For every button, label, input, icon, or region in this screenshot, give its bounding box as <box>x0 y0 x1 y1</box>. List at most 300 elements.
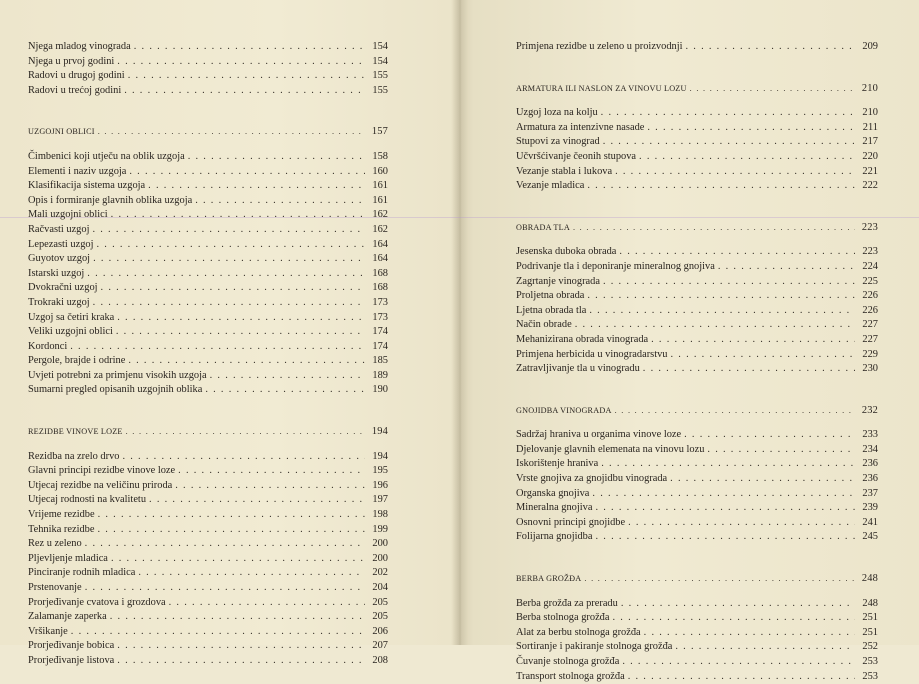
toc-entry <box>516 245 878 260</box>
dot-leader <box>644 626 855 641</box>
toc-entry <box>28 84 388 99</box>
dot-leader <box>601 106 855 121</box>
dot-leader <box>671 348 856 363</box>
dot-leader <box>122 450 365 465</box>
toc-entry <box>28 194 388 209</box>
toc-entry <box>28 281 388 296</box>
dot-leader <box>138 566 365 581</box>
toc-entry <box>516 135 878 150</box>
toc-entry <box>516 611 878 626</box>
page-number: 239 <box>862 502 878 514</box>
toc-section-heading <box>28 125 388 140</box>
page-number: 237 <box>862 487 878 499</box>
toc-entry <box>28 610 388 625</box>
dot-leader <box>178 464 365 479</box>
toc-entry <box>28 581 388 596</box>
page-number: 227 <box>862 319 878 331</box>
entry-title: Trokraki uzgoj <box>28 296 90 308</box>
dot-leader <box>628 670 855 684</box>
page-number: 195 <box>372 465 388 477</box>
entry-title: Iskorištenje hraniva <box>516 458 599 470</box>
right-section-gnojidba <box>516 404 878 419</box>
dot-leader <box>628 516 855 531</box>
page-number: 157 <box>371 126 388 138</box>
page-number: 208 <box>372 654 388 666</box>
entry-title: Veliki uzgojni oblici <box>28 326 113 338</box>
right-section-armatura <box>516 82 878 97</box>
toc-section-heading <box>516 82 878 97</box>
dot-leader <box>134 40 365 55</box>
toc-entry <box>28 296 388 311</box>
dot-leader <box>595 501 855 516</box>
toc-entry <box>28 69 388 84</box>
toc-entry <box>516 640 878 655</box>
toc-entry <box>28 479 388 494</box>
entry-title: Mehanizirana obrada vinograda <box>516 333 649 345</box>
page-number: 232 <box>861 404 878 416</box>
toc-entry <box>28 208 388 223</box>
entry-title: Utjecaj rodnosti na kvalitetu <box>28 494 147 506</box>
toc-entry <box>28 464 388 479</box>
page-number: 253 <box>862 656 878 667</box>
toc-entry <box>28 508 388 523</box>
page-number: 226 <box>862 304 878 316</box>
entry-title: Jesenska duboka obrada <box>516 246 617 258</box>
dot-leader <box>670 472 855 487</box>
dot-leader <box>148 179 365 194</box>
page-number: 248 <box>861 573 878 585</box>
dot-leader <box>188 150 365 165</box>
page-number: 155 <box>372 84 388 96</box>
entry-title: Primjena rezidbe u zeleno u proizvodnji <box>516 41 683 52</box>
page-number: 194 <box>371 426 388 438</box>
toc-entry <box>516 516 878 531</box>
page-number: 209 <box>862 41 878 52</box>
dot-leader <box>85 581 365 596</box>
page-number: 245 <box>862 531 878 543</box>
toc-entry <box>516 333 878 348</box>
page-number: 248 <box>862 597 878 609</box>
page-number: 168 <box>372 267 388 279</box>
entry-title: Rezidba na zrelo drvo <box>28 450 120 462</box>
toc-entry <box>516 457 878 472</box>
entry-title: Njega mladog vinograda <box>28 41 131 52</box>
dot-leader <box>601 457 855 472</box>
toc-entry <box>28 523 388 538</box>
toc-entry <box>28 369 388 384</box>
left-block2 <box>28 150 388 398</box>
entry-title: Čimbenici koji utječu na oblik uzgoja <box>28 150 185 162</box>
dot-leader <box>111 208 365 223</box>
page-number: 223 <box>862 246 878 258</box>
page-number: 211 <box>862 121 878 133</box>
right-page <box>460 0 919 682</box>
toc-entry <box>28 252 388 267</box>
entry-title: Ljetna obrada tla <box>516 304 587 316</box>
page-number: 233 <box>862 429 878 441</box>
toc-entry <box>516 40 878 55</box>
right-block1 <box>516 40 878 55</box>
entry-title: Klasifikacija sistema uzgoja <box>28 180 146 192</box>
page-number: 225 <box>862 275 878 287</box>
page-number: 205 <box>372 596 388 608</box>
toc-entry <box>516 260 878 275</box>
entry-title: Prorjeđivanje cvatova i grozdova <box>28 596 166 608</box>
toc-entry <box>516 106 878 121</box>
entry-title: Istarski uzgoj <box>28 267 85 279</box>
page-number: 199 <box>372 523 388 535</box>
entry-title: Armatura za intenzivne nasade <box>516 121 645 133</box>
dot-leader <box>584 572 855 587</box>
page-number: 224 <box>862 260 878 272</box>
page-number: 236 <box>862 473 878 485</box>
dot-leader <box>93 296 365 311</box>
toc-entry <box>28 311 388 326</box>
page-number: 236 <box>862 458 878 470</box>
dot-leader <box>615 165 855 180</box>
dot-leader <box>621 597 855 612</box>
entry-title: Prstenovanje <box>28 582 82 593</box>
toc-entry <box>28 340 388 355</box>
entry-title: Radovi u trećoj godini <box>28 84 122 96</box>
toc-entry <box>28 354 388 369</box>
right-section-obrada-tla <box>516 221 878 236</box>
dot-leader <box>643 362 855 377</box>
entry-title: Kordonci <box>28 340 68 352</box>
dot-leader <box>101 281 365 296</box>
dot-leader <box>87 267 365 282</box>
dot-leader <box>116 325 365 340</box>
toc-section-heading <box>516 221 878 236</box>
entry-title: Zalamanje zaperka <box>28 611 107 623</box>
toc-entry <box>516 472 878 487</box>
dot-leader <box>126 425 365 440</box>
page-number: 160 <box>372 165 388 177</box>
page-number: 252 <box>862 641 878 653</box>
toc-entry <box>516 289 878 304</box>
page-number: 234 <box>862 443 878 455</box>
toc-entry <box>516 670 878 684</box>
dot-leader <box>149 493 365 508</box>
dot-leader <box>71 625 365 640</box>
entry-title: Radovi u drugoj godini <box>28 70 125 82</box>
dot-leader <box>111 552 365 567</box>
entry-title: Vezanje stabla i lukova <box>516 165 613 177</box>
entry-title: Način obrade <box>516 319 572 331</box>
entry-title: Tehnika rezidbe <box>28 523 95 535</box>
entry-title: Osnovni principi gnojidbe <box>516 516 626 528</box>
dot-leader <box>70 340 365 355</box>
page-number: 202 <box>372 567 388 579</box>
dot-leader <box>124 84 365 99</box>
entry-title: Uvjeti potrebni za primjenu visokih uzgoja <box>28 369 207 381</box>
page-number: 227 <box>862 333 878 345</box>
toc-entry <box>28 596 388 611</box>
entry-title: Opis i formiranje glavnih oblika uzgoja <box>28 194 193 206</box>
dot-leader <box>603 135 855 150</box>
dot-leader <box>587 179 855 194</box>
dot-leader <box>619 245 855 260</box>
toc-entry <box>28 223 388 238</box>
left-block3 <box>28 450 388 669</box>
toc-entry <box>516 304 878 319</box>
dot-leader <box>205 383 365 398</box>
dot-leader <box>639 150 855 165</box>
toc-entry <box>516 179 878 194</box>
entry-title: Uzgoj loza na kolju <box>516 107 598 119</box>
page-number: 164 <box>372 253 388 265</box>
page-number: 210 <box>861 82 878 94</box>
entry-title: Djelovanje glavnih elemenata na vinovu lozu <box>516 443 705 455</box>
left-section-rezidbe <box>28 425 388 440</box>
entry-title: Lepezasti uzgoj <box>28 238 94 250</box>
dot-leader <box>615 404 855 419</box>
entry-title: Račvasti uzgoj <box>28 223 90 235</box>
toc-entry <box>28 625 388 640</box>
toc-entry <box>28 150 388 165</box>
entry-title: Njega u prvoj godini <box>28 55 115 67</box>
page-number: 220 <box>862 150 878 162</box>
dot-leader <box>92 223 365 238</box>
entry-title: Dvokračni uzgoj <box>28 282 98 294</box>
toc-entry <box>516 348 878 363</box>
page-number: 221 <box>862 165 878 177</box>
dot-leader <box>117 311 365 326</box>
entry-title: Učvršćivanje čeonih stupova <box>516 150 637 162</box>
dot-leader <box>169 596 365 611</box>
page-number: 217 <box>862 136 878 148</box>
toc-entry <box>516 165 878 180</box>
toc-entry <box>28 493 388 508</box>
entry-title: Glavni principi rezidbe vinove loze <box>28 465 176 477</box>
toc-entry <box>516 530 878 545</box>
dot-leader <box>675 640 855 655</box>
dot-leader <box>117 654 365 669</box>
entry-title: Utjecaj rezidbe na veličinu priroda <box>28 479 173 491</box>
entry-title: Vršikanje <box>28 625 68 637</box>
section-title: GNOJIDBA VINOGRADA <box>516 405 612 415</box>
dot-leader <box>718 260 855 275</box>
entry-title: Rez u zeleno <box>28 538 82 550</box>
page-number: 230 <box>862 363 878 375</box>
entry-title: Uzgoj sa četiri kraka <box>28 311 115 323</box>
page-number: 200 <box>372 538 388 550</box>
dot-leader <box>647 121 855 136</box>
entry-title: Prorjeđivanje listova <box>28 654 115 666</box>
toc-entry <box>516 428 878 443</box>
dot-leader <box>195 194 365 209</box>
dot-leader <box>707 443 855 458</box>
section-title: ARMATURA ILI NASLON ZA VINOVU LOZU <box>516 83 687 93</box>
toc-entry <box>28 537 388 552</box>
toc-section-heading <box>28 425 388 440</box>
page-number: 241 <box>862 516 878 528</box>
right-block3 <box>516 245 878 376</box>
entry-title: Zagrtanje vinograda <box>516 275 600 287</box>
dot-leader <box>175 479 365 494</box>
entry-title: Vezanje mladica <box>516 180 585 192</box>
toc-entry <box>516 626 878 641</box>
page-number: 229 <box>862 348 878 360</box>
entry-title: Podrivanje tla i deponiranje mineralnog gnojiva <box>516 260 715 272</box>
dot-leader <box>587 289 855 304</box>
dot-leader <box>589 304 855 319</box>
section-title: REZIDBE VINOVE LOZE <box>28 427 123 437</box>
page-number: 253 <box>862 670 878 682</box>
page-number: 154 <box>372 41 388 52</box>
toc-entry <box>28 552 388 567</box>
entry-title: Berba stolnoga grožđa <box>516 612 610 624</box>
page-number: 226 <box>862 290 878 302</box>
entry-title: Mineralna gnojiva <box>516 502 593 514</box>
toc-entry <box>28 383 388 398</box>
left-section-uzgojni-oblici <box>28 125 388 140</box>
page-number: 162 <box>372 223 388 235</box>
toc-entry <box>516 150 878 165</box>
dot-leader <box>573 221 855 236</box>
entry-title: Vrste gnojiva za gnojidbu vinograda <box>516 473 668 485</box>
page-number: 158 <box>372 150 388 162</box>
toc-entry <box>516 501 878 516</box>
page-number: 196 <box>372 479 388 491</box>
right-section-berba <box>516 572 878 587</box>
toc-entry <box>28 566 388 581</box>
page-number: 194 <box>372 450 388 462</box>
entry-title: Sumarni pregled opisanih uzgojnih oblika <box>28 384 203 396</box>
dot-leader <box>85 537 365 552</box>
entry-title: Transport stolnoga grožđa <box>516 670 625 682</box>
toc-entry <box>28 238 388 253</box>
page-number: 164 <box>372 238 388 250</box>
page-number: 168 <box>372 282 388 294</box>
toc-section-heading <box>516 404 878 419</box>
page-number: 173 <box>372 311 388 323</box>
entry-title: Alat za berbu stolnoga grožđa <box>516 626 641 638</box>
toc-entry <box>516 597 878 612</box>
page-number: 161 <box>372 180 388 192</box>
toc-entry <box>516 318 878 333</box>
toc-entry <box>516 487 878 502</box>
page-number: 223 <box>861 221 878 233</box>
page-number: 198 <box>372 509 388 521</box>
page-number: 174 <box>372 340 388 352</box>
dot-leader <box>117 639 365 654</box>
dot-leader <box>129 165 365 180</box>
dot-leader <box>110 610 365 625</box>
entry-title: Proljetna obrada <box>516 290 585 302</box>
page-number: 206 <box>372 625 388 637</box>
entry-title: Vrijeme rezidbe <box>28 509 95 521</box>
dot-leader <box>603 275 855 290</box>
entry-title: Elementi i naziv uzgoja <box>28 165 127 177</box>
entry-title: Sadržaj hraniva u organima vinove loze <box>516 429 682 441</box>
section-title: BERBA GROŽĐA <box>516 574 582 584</box>
toc-entry <box>28 450 388 465</box>
dot-leader <box>613 611 856 626</box>
page-number: 161 <box>372 194 388 206</box>
dot-leader <box>128 354 365 369</box>
entry-title: Mali uzgojni oblici <box>28 209 108 221</box>
dot-leader <box>595 530 855 545</box>
dot-leader <box>93 252 365 267</box>
page-number: 155 <box>372 70 388 82</box>
dot-leader <box>128 69 365 84</box>
dot-leader <box>690 82 855 97</box>
section-title: OBRADA TLA <box>516 222 570 232</box>
page-number: 189 <box>372 369 388 381</box>
toc-entry <box>516 121 878 136</box>
entry-title: Pinciranje rodnih mladica <box>28 567 136 579</box>
left-toc-column <box>28 40 388 669</box>
page-number: 197 <box>372 494 388 506</box>
page-number: 204 <box>372 582 388 593</box>
toc-entry <box>28 639 388 654</box>
entry-title: Prorjeđivanje bobica <box>28 640 115 652</box>
toc-entry <box>28 55 388 70</box>
page-number: 222 <box>862 180 878 192</box>
right-block2 <box>516 106 878 194</box>
page-number: 205 <box>372 611 388 623</box>
dot-leader <box>117 55 365 70</box>
page-number: 190 <box>372 384 388 396</box>
dot-leader <box>98 125 365 140</box>
entry-title: Primjena herbicida u vinogradarstvu <box>516 348 668 360</box>
page-number: 210 <box>862 107 878 119</box>
toc-entry <box>28 654 388 669</box>
toc-entry <box>28 40 388 55</box>
entry-title: Pergole, brajde i odrine <box>28 355 126 367</box>
page-number: 200 <box>372 552 388 564</box>
left-block1 <box>28 40 388 98</box>
dot-leader <box>210 369 365 384</box>
toc-entry <box>28 325 388 340</box>
toc-entry <box>516 443 878 458</box>
toc-entry <box>516 362 878 377</box>
page-number: 174 <box>372 326 388 338</box>
page-number: 173 <box>372 296 388 308</box>
dot-leader <box>575 318 855 333</box>
section-title: UZGOJNI OBLICI <box>28 127 95 137</box>
right-block5 <box>516 597 878 684</box>
dot-leader <box>97 238 366 253</box>
page-number: 251 <box>862 612 878 624</box>
dot-leader <box>684 428 855 443</box>
dot-leader <box>592 487 855 502</box>
toc-entry <box>516 655 878 670</box>
page-number: 162 <box>372 209 388 221</box>
dot-leader <box>651 333 855 348</box>
entry-title: Berba grožđa za preradu <box>516 597 618 609</box>
left-page <box>0 0 459 666</box>
entry-title: Organska gnojiva <box>516 487 590 499</box>
dot-leader <box>685 40 855 55</box>
entry-title: Zatravljivanje tla u vinogradu <box>516 363 640 375</box>
page-number: 251 <box>862 626 878 638</box>
right-toc-column <box>516 40 878 684</box>
toc-section-heading <box>516 572 878 587</box>
dot-leader <box>98 508 365 523</box>
entry-title: Sortiranje i pakiranje stolnoga grožđa <box>516 641 673 653</box>
page-number: 207 <box>372 640 388 652</box>
page-number: 154 <box>372 55 388 67</box>
entry-title: Pljevljenje mladica <box>28 552 108 564</box>
page-number: 185 <box>372 355 388 367</box>
entry-title: Stupovi za vinograd <box>516 136 600 148</box>
toc-entry <box>28 179 388 194</box>
dot-leader <box>622 655 855 670</box>
entry-title: Čuvanje stolnoga grožđa <box>516 656 620 667</box>
entry-title: Folijarna gnojidba <box>516 531 593 543</box>
